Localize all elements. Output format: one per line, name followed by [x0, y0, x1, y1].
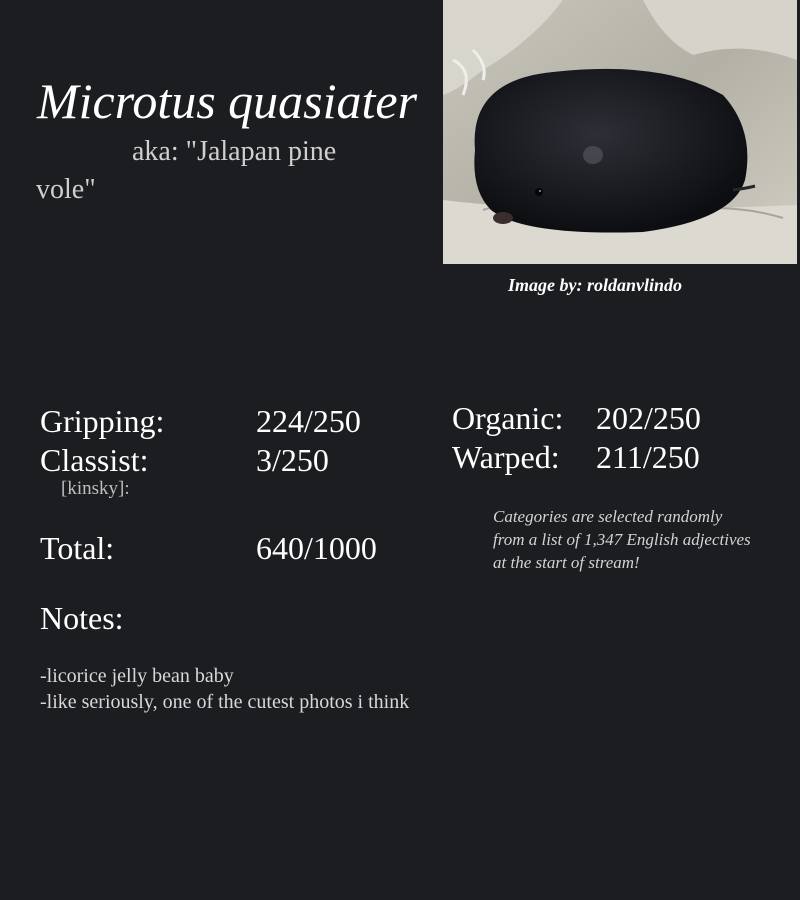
vole-photo	[443, 0, 797, 264]
warped-value: 211/250	[596, 439, 700, 475]
total-label: Total:	[40, 530, 115, 566]
species-title: Microtus quasiater	[37, 73, 418, 129]
gripping-label: Gripping:	[40, 403, 165, 439]
classist-label: Classist:	[40, 442, 149, 478]
common-name-line-2: vole"	[36, 174, 96, 205]
organic-value: 202/250	[596, 400, 701, 436]
note-line-1: -licorice jelly bean baby	[40, 665, 234, 687]
note-line-2: -like seriously, one of the cutest photos i think	[40, 691, 410, 713]
organic-label: Organic:	[452, 400, 564, 436]
image-credit: Image by: roldanvlindo	[508, 275, 682, 295]
total-value: 640/1000	[256, 530, 377, 566]
gripping-value: 224/250	[256, 403, 361, 439]
categories-note: Categories are selected randomly from a list of 1,347 English adjectives at the start of stream!	[493, 507, 751, 572]
common-name-line-1: aka: "Jalapan pine	[132, 136, 337, 167]
notes-heading: Notes:	[40, 600, 124, 636]
warped-label: Warped:	[452, 439, 560, 475]
classist-note: [kinsky]:	[61, 478, 130, 499]
classist-value: 3/250	[256, 442, 329, 478]
